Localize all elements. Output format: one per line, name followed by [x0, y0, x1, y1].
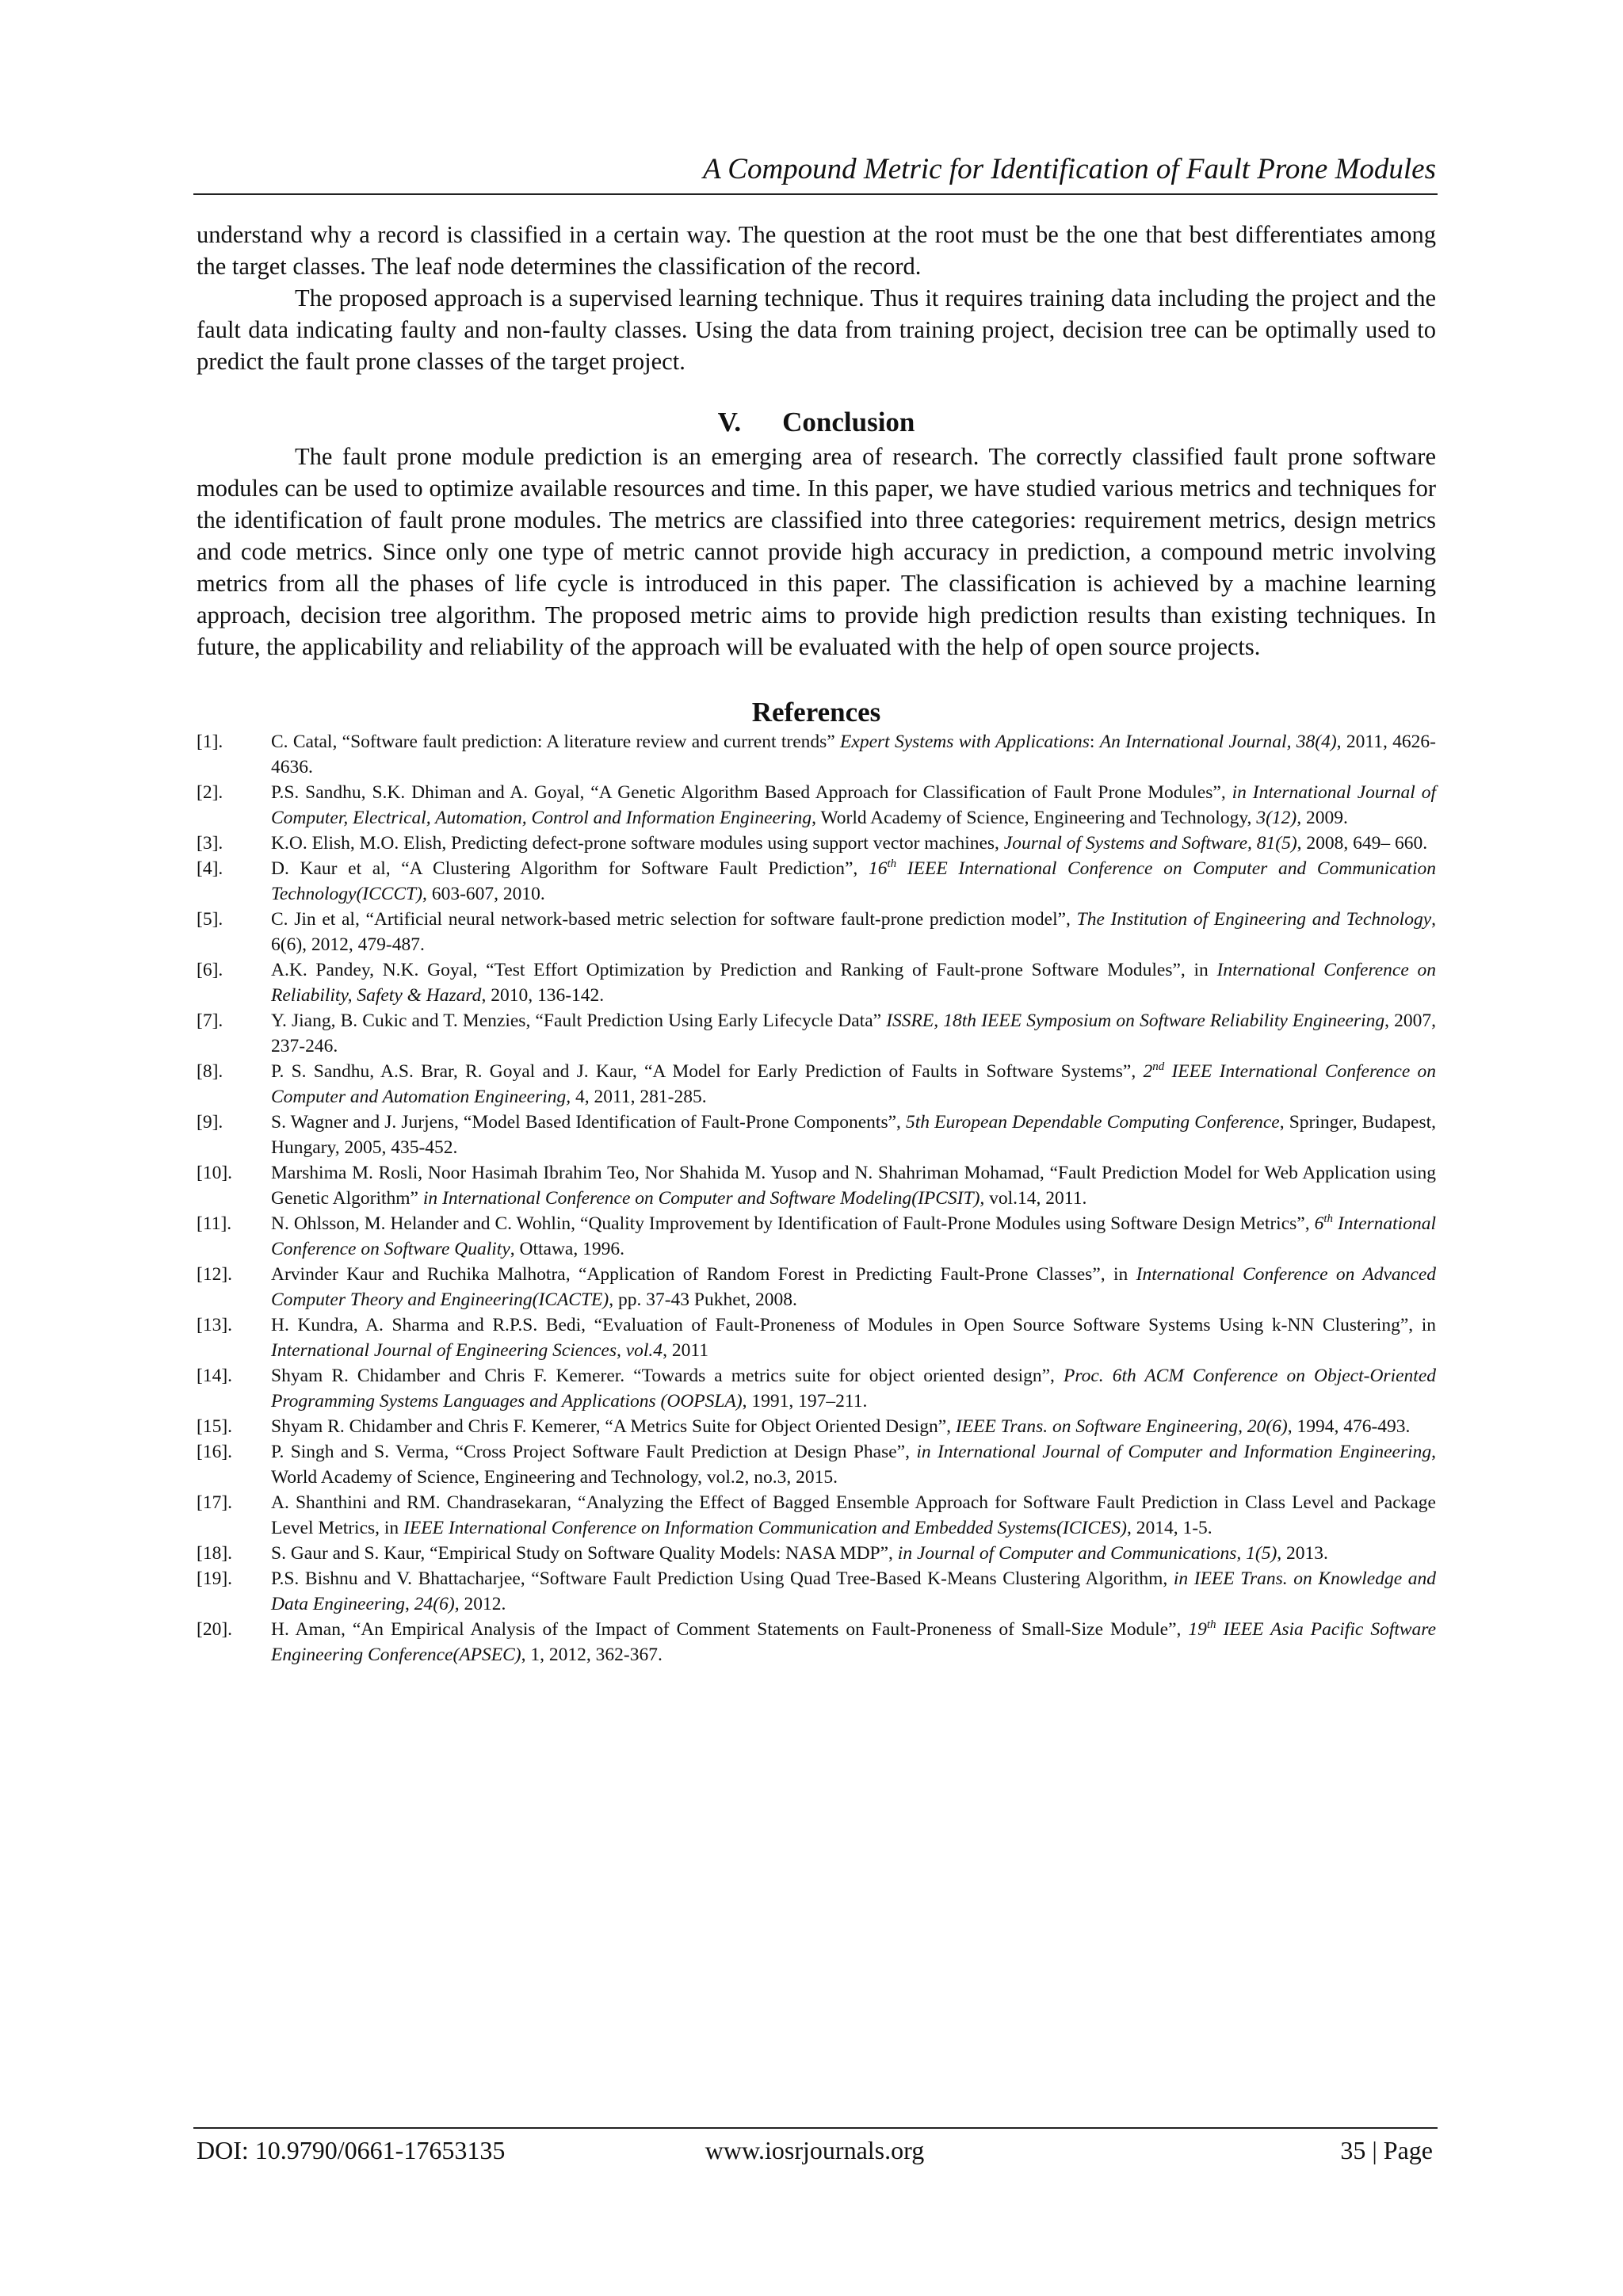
reference-text-run: , 6(6), 2012, 479-487. — [271, 909, 1437, 955]
reference-text-run: P. S. Sandhu, A.S. Brar, R. Goyal and J. Kaur, “A Model for Early Prediction of Faults in Software Systems”, — [271, 1061, 1144, 1082]
reference-text-run: Marshima M. Rosli, Noor Hasimah Ibrahim Teo, Nor Shahida M. Yusop and N. Shahriman Mohamad, “Fault Prediction Model for Web Application using Genetic Algorithm” — [271, 1163, 1436, 1209]
reference-text-run: 2012. — [459, 1594, 506, 1614]
reference-text-run: , 2010, 136-142. — [481, 985, 605, 1006]
running-title: A Compound Metric for Identification of Fault Prone Modules — [703, 153, 1436, 185]
references-heading: References — [751, 697, 881, 728]
reference-text-run: A.K. Pandey, N.K. Goyal, “Test Effort Optimization by Prediction and Ranking of Fault-prone Software Modules”, in — [271, 960, 1217, 980]
reference-item — [197, 1490, 1436, 1541]
reference-item — [197, 1110, 1436, 1160]
section-heading-conclusion — [197, 404, 1436, 441]
reference-text-run: in IEEE Trans. on Knowledge and Data Engineering — [271, 1568, 1436, 1614]
reference-text-run: th — [887, 858, 897, 871]
reference-text-run: P. Singh and S. Verma, “Cross Project Software Fault Prediction at Design Phase”, — [271, 1442, 917, 1462]
reference-text-run: ISSRE, 18th IEEE Symposium on Software Reliability Engineering — [886, 1010, 1385, 1031]
reference-item — [197, 957, 1436, 1008]
section-number: V. — [717, 407, 742, 437]
reference-text-run: C. Jin et al, “Artificial neural network-based metric selection for software fault-prone prediction model”, — [271, 909, 1077, 930]
reference-text — [271, 1439, 1436, 1490]
reference-text — [271, 1160, 1436, 1211]
reference-number: [19]. — [197, 1568, 233, 1589]
reference-item — [197, 1211, 1436, 1262]
reference-number: [4]. — [197, 858, 223, 879]
reference-text-run: in International Journal of Computer and Information Engineering — [916, 1442, 1432, 1462]
reference-text-run: , 2014, 1-5. — [1126, 1518, 1212, 1538]
reference-item — [197, 729, 1436, 780]
reference-text-run: in International Journal of Computer, Electrical, Automation, Control and Information Engineering — [271, 782, 1437, 828]
reference-text-run: 3(12), — [1256, 808, 1302, 828]
reference-text — [271, 1541, 1436, 1566]
reference-text-run: P.S. Bishnu and V. Bhattacharjee, “Software Fault Prediction Using Quad Tree-Based K-Means Clustering Algorithm, — [271, 1568, 1174, 1589]
reference-text-run: H. Aman, “An Empirical Analysis of the Impact of Comment Statements on Fault-Proneness of Small-Size Module”, — [271, 1619, 1189, 1640]
reference-text-run: , 2008, 649– 660. — [1296, 833, 1428, 854]
reference-number: [20]. — [197, 1619, 233, 1640]
reference-text-run: IEEE International Conference on Computer and Communication Technology(ICCCT), — [271, 858, 1436, 904]
reference-number: [6]. — [197, 960, 223, 980]
reference-item — [197, 1566, 1436, 1617]
reference-number: [12]. — [197, 1264, 233, 1285]
reference-text-run: D. Kaur et al, “A Clustering Algorithm for Software Fault Prediction”, — [271, 858, 869, 879]
reference-number: [7]. — [197, 1010, 223, 1031]
reference-number: [14]. — [197, 1366, 233, 1386]
footer-doi: DOI: 10.9790/0661-17653135 — [197, 2136, 506, 2164]
reference-text-run: 16 — [868, 858, 888, 879]
reference-text-run: N. Ohlsson, M. Helander and C. Wohlin, “Quality Improvement by Identification of Fault-Prone Modules using Software Design Metrics”, — [271, 1213, 1315, 1234]
reference-text — [271, 831, 1436, 856]
reference-text-run: International Conference on Software Quality — [271, 1213, 1436, 1259]
section-title: Conclusion — [782, 407, 915, 437]
reference-text-run: 24(6), — [414, 1594, 460, 1614]
reference-number: [8]. — [197, 1061, 223, 1082]
reference-text-run: , Ottawa, 1996. — [510, 1239, 624, 1259]
reference-text-run: The Institution of Engineering and Technology — [1076, 909, 1432, 930]
reference-text-run: , pp. 37-43 Pukhet, 2008. — [609, 1289, 797, 1310]
reference-text-run: International Journal of Engineering Sciences, vol.4 — [271, 1340, 663, 1361]
reference-item — [197, 780, 1436, 831]
reference-text-run: P.S. Sandhu, S.K. Dhiman and A. Goyal, “A Genetic Algorithm Based Approach for Classification of Fault Prone Modules”, — [271, 782, 1232, 803]
reference-text-run: Shyam R. Chidamber and Chris F. Kemerer, “A Metrics Suite for Object Oriented Design”, — [271, 1416, 956, 1437]
reference-text-run: in International Conference on Computer and Software Modeling(IPCSIT), — [422, 1188, 985, 1209]
reference-text-run: 5th European Dependable Computing Conference — [906, 1112, 1280, 1133]
reference-text — [271, 907, 1436, 957]
reference-number: [17]. — [197, 1492, 233, 1513]
reference-text-run: S. Gaur and S. Kaur, “Empirical Study on Software Quality Models: NASA MDP”, — [271, 1543, 898, 1564]
reference-text-run: : — [1089, 732, 1100, 752]
reference-text — [271, 780, 1436, 831]
reference-text-run: , 2013. — [1277, 1543, 1328, 1564]
reference-text — [271, 1363, 1436, 1414]
reference-number: [1]. — [197, 732, 223, 752]
reference-number: [2]. — [197, 782, 223, 803]
reference-number: [13]. — [197, 1315, 233, 1335]
reference-item — [197, 907, 1436, 957]
reference-text-run: IEEE Trans. on Software Engineering, 20(6) — [955, 1416, 1288, 1437]
reference-text-run: , World Academy of Science, Engineering and Technology, — [812, 808, 1257, 828]
reference-text-run: K.O. Elish, M.O. Elish, Predicting defect-prone software modules using support vector machines, — [271, 833, 1004, 854]
footer-rule — [193, 2127, 1438, 2129]
reference-text — [271, 1566, 1436, 1617]
reference-text — [271, 1617, 1436, 1668]
reference-text-run: International Conference on Advanced Computer Theory and Engineering(ICACTE) — [271, 1264, 1437, 1310]
reference-text — [271, 1490, 1436, 1541]
reference-text-run: Y. Jiang, B. Cukic and T. Menzies, “Fault Prediction Using Early Lifecycle Data” — [271, 1010, 887, 1031]
reference-text-run: 6 — [1314, 1213, 1324, 1234]
reference-text-run: , Springer, Budapest, Hungary, 2005, 435-452. — [271, 1112, 1437, 1158]
reference-text-run: Expert Systems with Applications — [840, 732, 1090, 752]
reference-text-run: An International Journal, 38(4) — [1099, 732, 1337, 752]
reference-item — [197, 1008, 1436, 1059]
reference-number: [10]. — [197, 1163, 233, 1183]
reference-number: [9]. — [197, 1112, 223, 1133]
reference-text — [271, 1312, 1436, 1363]
reference-number: [16]. — [197, 1442, 233, 1462]
footer-page-number: 35 | Page — [1340, 2136, 1433, 2164]
header-rule — [193, 193, 1438, 195]
reference-number: [18]. — [197, 1543, 233, 1564]
reference-number: [5]. — [197, 909, 223, 930]
reference-text-run: A. Shanthini and RM. Chandrasekaran, “Analyzing the Effect of Bagged Ensemble Approach for Software Fault Prediction in Class Level and Package Level Metrics, in — [271, 1492, 1436, 1538]
intro-paragraph-2: The proposed approach is a supervised learning technique. Thus it requires training data including the project and the fault data indicating faulty and non-faulty classes. Using the data from training project, decision tree can be optimally used to predict the fault prone classes of the target project. — [197, 285, 1436, 375]
reference-item — [197, 1414, 1436, 1439]
reference-item — [197, 1312, 1436, 1363]
reference-text-run: nd — [1152, 1060, 1165, 1074]
reference-text-run: vol.14, 2011. — [984, 1188, 1087, 1209]
reference-text — [271, 1262, 1436, 1312]
reference-text-run: , World Academy of Science, Engineering and Technology, vol.2, no.3, 2015. — [271, 1442, 1436, 1488]
reference-text — [271, 1059, 1436, 1110]
reference-text-run: 2 — [1143, 1061, 1153, 1082]
reference-text-run: Proc. 6th ACM Conference on Object-Oriented Programming Systems Languages and Applications (OOPSLA) — [271, 1366, 1436, 1412]
reference-text-run: , 2011, 4626-4636. — [271, 732, 1436, 777]
reference-text-run: 4, 2011, 281-285. — [571, 1087, 707, 1107]
reference-text — [271, 957, 1436, 1008]
reference-number: [11]. — [197, 1213, 232, 1234]
reference-text-run: Journal of Systems and Software, 81(5) — [1003, 833, 1297, 854]
reference-text — [271, 729, 1436, 780]
reference-text-run: IEEE International Conference on Information Communication and Embedded Systems(ICICES) — [403, 1518, 1127, 1538]
reference-item — [197, 1617, 1436, 1668]
reference-text-run: , 2007, 237-246. — [271, 1010, 1437, 1056]
reference-item — [197, 1262, 1436, 1312]
reference-number: [15]. — [197, 1416, 233, 1437]
reference-text-run: IEEE Asia Pacific Software Engineering Conference(APSEC) — [271, 1619, 1436, 1665]
reference-item — [197, 1160, 1436, 1211]
reference-list — [197, 729, 1436, 1668]
page-footer — [197, 2132, 1433, 2168]
reference-text-run: , 1991, 197–211. — [742, 1391, 868, 1412]
reference-text — [271, 1008, 1436, 1059]
reference-text-run: IEEE International Conference on Computer and Automation Engineering, — [271, 1061, 1437, 1107]
reference-text-run: , 1994, 476-493. — [1287, 1416, 1411, 1437]
page-body — [197, 219, 1436, 1668]
reference-text — [271, 1211, 1436, 1262]
reference-item — [197, 856, 1436, 907]
reference-item — [197, 1059, 1436, 1110]
reference-item — [197, 1363, 1436, 1414]
reference-text-run: S. Wagner and J. Jurjens, “Model Based Identification of Fault-Prone Components”, — [271, 1112, 907, 1133]
reference-text — [271, 856, 1436, 907]
reference-text-run: , 2011 — [663, 1340, 708, 1361]
reference-text — [271, 1414, 1436, 1439]
reference-text-run: Arvinder Kaur and Ruchika Malhotra, “Application of Random Forest in Predicting Fault-Prone Classes”, in — [271, 1264, 1136, 1285]
reference-item — [197, 831, 1436, 856]
reference-text-run: , — [405, 1594, 414, 1614]
reference-text-run: Shyam R. Chidamber and Chris F. Kemerer. “Towards a metrics suite for object oriented design”, — [271, 1366, 1064, 1386]
intro-paragraph-1: understand why a record is classified in a certain way. The question at the root must be the one that best differentiates among the target classes. The leaf node determines the classification of the record. — [197, 221, 1436, 280]
reference-item — [197, 1541, 1436, 1566]
reference-text-run: 603-607, 2010. — [426, 884, 545, 904]
reference-number: [3]. — [197, 833, 223, 854]
reference-text-run: in Journal of Computer and Communications, 1(5) — [897, 1543, 1277, 1564]
reference-text-run: 2009. — [1301, 808, 1348, 828]
reference-text — [271, 1110, 1436, 1160]
reference-item — [197, 1439, 1436, 1490]
reference-text-run: th — [1206, 1618, 1216, 1632]
reference-text-run: International Conference on Reliability, Safety & Hazard — [271, 960, 1436, 1006]
reference-text-run: th — [1323, 1213, 1333, 1226]
footer-website: www.iosrjournals.org — [705, 2136, 925, 2164]
reference-text-run: , 1, 2012, 362-367. — [521, 1645, 663, 1665]
reference-text-run: C. Catal, “Software fault prediction: A literature review and current trends” — [271, 732, 841, 752]
reference-text-run: H. Kundra, A. Sharma and R.P.S. Bedi, “Evaluation of Fault-Proneness of Modules in Open Source Software Systems Using k-NN Clustering”, in — [271, 1315, 1436, 1335]
conclusion-paragraph: The fault prone module prediction is an emerging area of research. The correctly classified fault prone software modules can be used to optimize available resources and time. In this paper, we have studied various metrics and techniques for the identification of fault prone modules. The metrics are classified into three categories: requirement metrics, design metrics and code metrics. Since only one type of metric cannot provide high accuracy in prediction, a compound metric involving metrics from all the phases of life cycle is introduced in this paper. The classification is achieved by a machine learning approach, decision tree algorithm. The proposed metric aims to provide high prediction results than existing techniques. In future, the applicability and reliability of the approach will be evaluated with the help of open source projects. — [197, 443, 1436, 660]
reference-text-run: 19 — [1188, 1619, 1207, 1640]
